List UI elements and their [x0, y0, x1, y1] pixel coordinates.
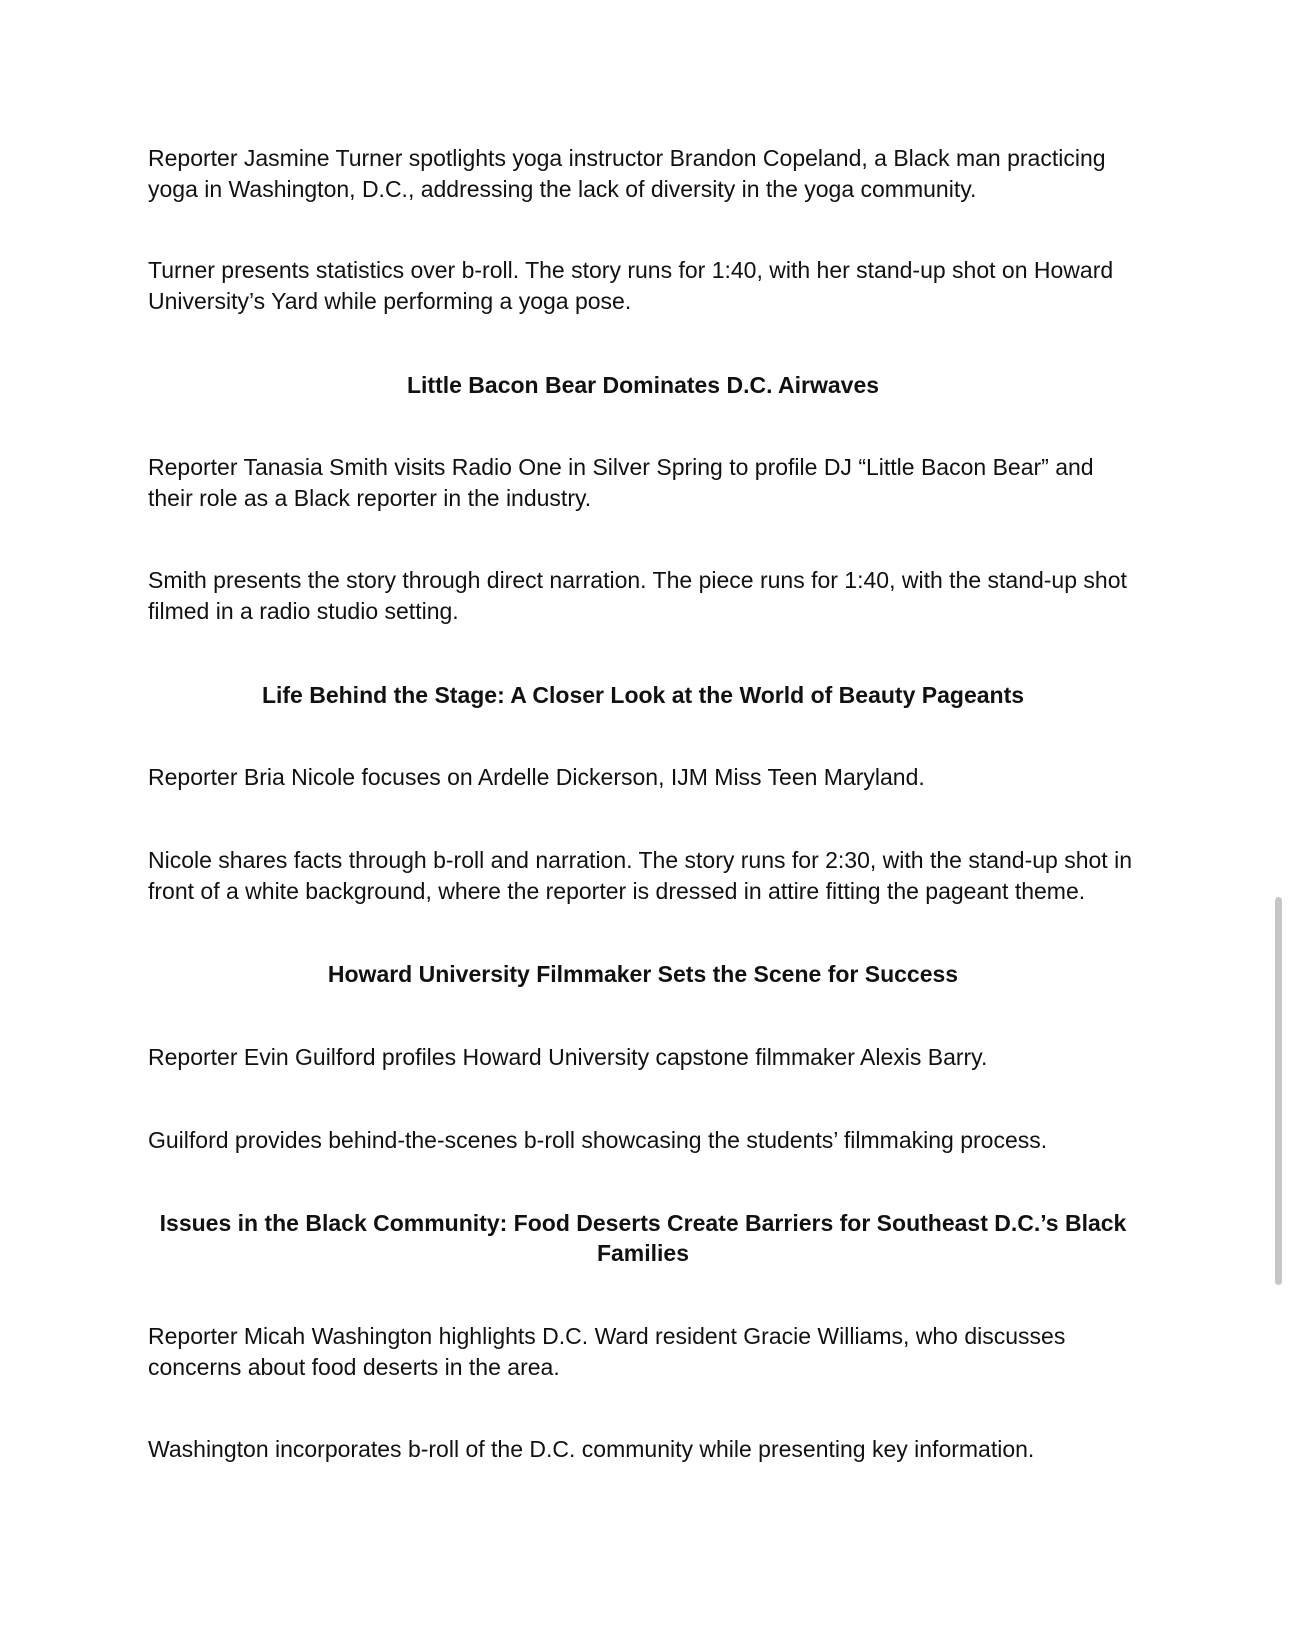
- paragraph-smith-details: Smith presents the story through direct narration. The piece runs for 1:40, with the stand-up shot filmed in a radio studio setting.: [148, 567, 1127, 624]
- heading-beauty-pageants: Life Behind the Stage: A Closer Look at the World of Beauty Pageants: [261, 682, 1025, 708]
- paragraph-washington-details: Washington incorporates b-roll of the D.C. community while presenting key information.: [148, 1436, 1035, 1462]
- paragraph-nicole-details: Nicole shares facts through b-roll and narration. The story runs for 2:30, with the stand-up shot in front of a white background, where the reporter is dressed in attire fitting the pageant theme.: [148, 847, 1132, 904]
- vertical-scrollbar[interactable]: [1275, 897, 1282, 1285]
- paragraph-washington-intro: Reporter Micah Washington highlights D.C. Ward resident Gracie Williams, who discusses concerns about food deserts in the area.: [148, 1323, 1066, 1380]
- paragraph-nicole-intro: Reporter Bria Nicole focuses on Ardelle Dickerson, IJM Miss Teen Maryland.: [148, 764, 925, 790]
- paragraph-guilford-intro: Reporter Evin Guilford profiles Howard University capstone filmmaker Alexis Barry.: [148, 1044, 988, 1070]
- heading-food-deserts: Issues in the Black Community: Food Deserts Create Barriers for Southeast D.C.’s Black Families: [159, 1210, 1127, 1266]
- paragraph-guilford-details: Guilford provides behind-the-scenes b-roll showcasing the students’ filmmaking process.: [148, 1127, 1048, 1153]
- paragraph-turner-intro: Reporter Jasmine Turner spotlights yoga instructor Brandon Copeland, a Black man practicing yoga in Washington, D.C., addressing the lack of diversity in the yoga community.: [148, 145, 1106, 202]
- paragraph-smith-intro: Reporter Tanasia Smith visits Radio One in Silver Spring to profile DJ “Little Bacon Bear” and their role as a Black reporter in the industry.: [148, 454, 1094, 511]
- heading-little-bacon-bear: Little Bacon Bear Dominates D.C. Airwaves: [406, 372, 880, 398]
- paragraph-turner-details: Turner presents statistics over b-roll. The story runs for 1:40, with her stand-up shot on Howard University’s Yard while performing a yoga pose.: [148, 257, 1114, 314]
- heading-howard-filmmaker: Howard University Filmmaker Sets the Scene for Success: [327, 961, 959, 987]
